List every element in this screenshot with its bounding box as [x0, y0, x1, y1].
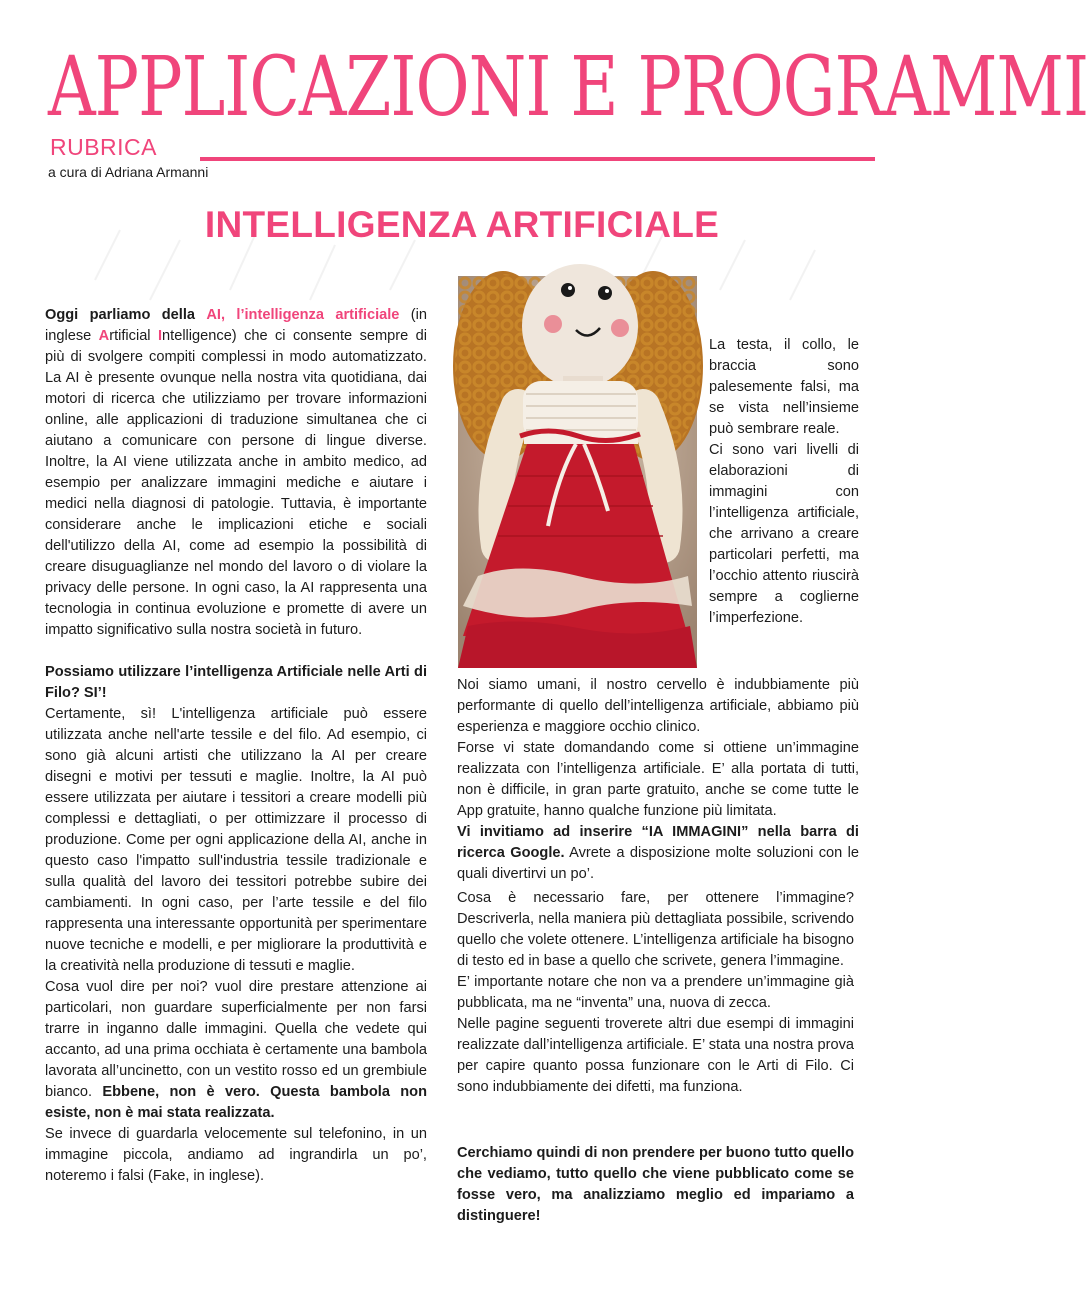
invite-bold: Vi invitiamo ad inserire “IA IMMAGINI” nella barra di ricerca Google. — [457, 824, 859, 861]
intro-paragraph — [45, 305, 427, 641]
masthead-text: APPLICAZIONI E PROGRAMMI — [48, 38, 1088, 135]
letter-i: I — [157, 328, 163, 344]
section-body: Certamente, sì! L'intelligenza artificiale può essere utilizzata anche nell'arte tessile e del filo. Ad esempio, ci sono già alcuni artisti che utilizzano la AI per creare disegni e motivi per tessuti e maglie. Inoltre, la AI può essere utilizzata per aiutare i tessitori a creare modelli più complessi e dettagliati, o per ottimizzare il processo di produzione. Come per ogni applicazione della AI, anche in questo caso l'impatto sull'industria tessile tradizionale e sulla qualità del lavoro dei tessitori potrebbe subire dei cambiamenti. In ogni caso, per l’arte tessile e del filo rappresenta una interessante opportunità per sperimentare nuove tecniche e modelli, e per migliorare la produttività e la creatività nella produzione di tessuti e maglie. — [45, 706, 427, 974]
closing-text: Cerchiamo quindi di non prendere per buono tutto quello che vediamo, tutto quello che viene pubblicato come se fosse vero, ma analizziamo meglio ed impariamo a distinguere! — [457, 1145, 854, 1224]
section-label: RUBRICA — [50, 134, 158, 160]
what-to-do-paragraph: Cosa è necessario fare, per ottenere l’immagine? Descriverla, nella maniera più dettagliata possibile, scrivendo quello che volete ottenere. L’intelligenza artificiale ha bisogno di testo ed in base a quello che scrivete, genera l’immagine. — [457, 890, 854, 969]
meaning-text: Cosa vuol dire per noi? vuol dire prestare attenzione ai particolari, non guardare superficialmente per non farsi trarre in inganno dalle immagini. Quella che vedete qui accanto, ad una prima occhiata è certamente una bambola lavorata all’uncinetto, con un vestito rosso ed un grembiule bianco. — [45, 979, 427, 1100]
closing-paragraph — [457, 1143, 854, 1227]
crochet-doll-illustration — [458, 276, 697, 668]
left-column — [45, 305, 427, 1187]
right-column-middle — [457, 888, 854, 1098]
how-to-paragraph: Forse vi state domandando come si ottiene un’immagine realizzata con l’intelligenza artificiale. E’ alla portata di tutti, non è difficile, in gran parte gratuito, anche se come tutte le App gratuite, hanno qualche funzione più limitata. — [457, 740, 859, 819]
intro-artificial: rtificial — [109, 328, 158, 344]
author-credit: a cura di Adriana Armanni — [48, 164, 209, 180]
ai-highlight: AI, l’intelligenza artificiale — [206, 307, 400, 323]
masthead-title — [48, 38, 1088, 140]
side-paragraph-1: La testa, il collo, le braccia sono palesemente falsi, ma se vista nell’insieme può sembrare reale. — [709, 337, 859, 437]
section-heading: Possiamo utilizzare l’intelligenza Artificiale nelle Arti di Filo? SI’! — [45, 664, 427, 701]
right-column-top — [457, 675, 859, 885]
invite-paragraph — [457, 822, 859, 885]
doll-photo — [458, 276, 697, 668]
header-divider — [200, 157, 875, 161]
invent-paragraph: E’ importante notare che non va a prendere un’immagine già pubblicata, ma ne “inventa” una, nuova di zecca. — [457, 974, 854, 1011]
intro-paren: (in inglese — [45, 307, 427, 344]
zoom-paragraph: Se invece di guardarla velocemente sul telefonino, in un immagine piccola, andiamo ad ingrandirla un po’, noteremo i falsi (Fake, in inglese). — [45, 1126, 427, 1184]
intro-lead: Oggi parliamo della — [45, 307, 196, 323]
photo-side-text — [709, 335, 859, 629]
article-title: INTELLIGENZA ARTIFICIALE — [204, 204, 720, 245]
humans-paragraph: Noi siamo umani, il nostro cervello è indubbiamente più performante di quello dell’intelligenza artificiale, abbiamo più esperienza e maggiore occhio clinico. — [457, 677, 859, 735]
meaning-paragraph — [45, 977, 427, 1124]
invite-rest: Avrete a disposizione molte soluzioni con le quali divertirvi un po’. — [457, 845, 859, 882]
letter-a: A — [98, 328, 110, 344]
next-pages-paragraph: Nelle pagine seguenti troverete altri due esempi di immagini realizzate dall’intelligenza artificiale. E’ stata una nostra prova per capire quanto possa funzionare con le Arti di Filo. Ci sono indubbiamente dei difetti, ma funziona. — [457, 1016, 854, 1095]
intro-body: ntelligence) che ci consente sempre di più di svolgere compiti complessi in modo automatizzato. La AI è presente ovunque nella nostra vita quotidiana, dai motori di ricerca che utilizziamo per trovare informazioni online, alle applicazioni di traduzione simultanea che ci aiutano a comunicare con persone di lingue diverse. Inoltre, la AI viene utilizzata anche in ambito medico, ad esempio per analizzare immagini mediche e aiutare i medici nella diagnosi di patologie. Tuttavia, è importante considerare anche le implicazioni etiche e sociali dell'utilizzo della AI, come ad esempio la possibilità di creare disuguaglianze nel mondo del lavoro o di violare la privacy delle persone. In ogni caso, la AI rappresenta una tecnologia in continua evoluzione e promette di avere un impatto significativo sulla nostra società in futuro. — [45, 328, 428, 638]
side-paragraph-2: Ci sono vari livelli di elaborazioni di immagini con l’intelligenza artificiale, che arrivano a creare particolari perfetti, ma l’occhio attento riuscirà sempre a coglierne l’imperfezione. — [709, 442, 859, 626]
meaning-bold: Ebbene, non è vero. Questa bambola non esiste, non è mai stata realizzata. — [45, 1084, 427, 1121]
